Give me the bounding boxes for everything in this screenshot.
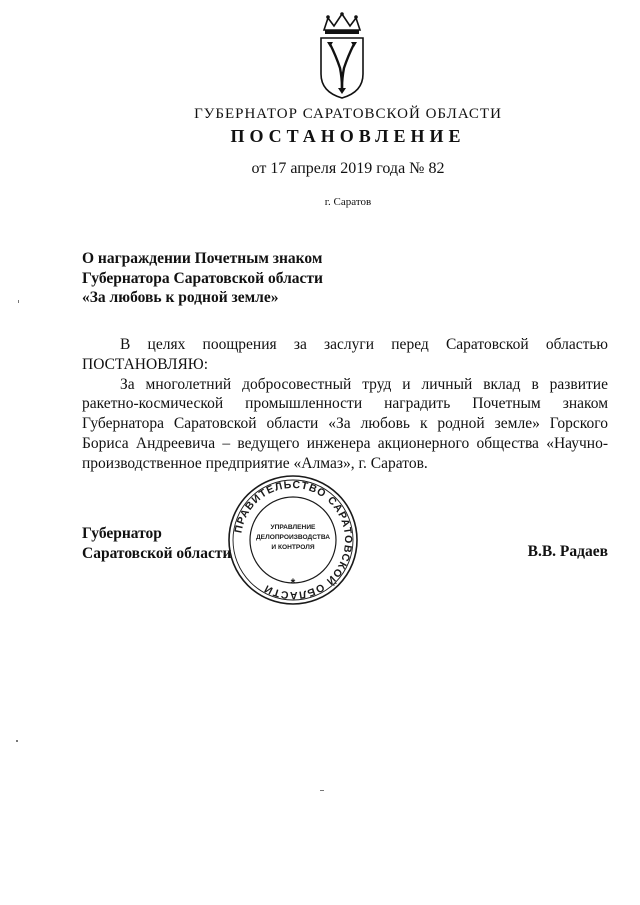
scan-mark [16,740,18,742]
signatory-title-line-1: Губернатор [82,525,162,542]
scan-mark [320,790,324,791]
body-intro: В целях поощрения за заслуги перед Саратовской областью [120,336,608,353]
stamp-center-line-1: УПРАВЛЕНИЕ [270,524,316,531]
subject-line-1: О награждении Почетным знаком [82,250,323,267]
issuing-authority: ГУБЕРНАТОР САРАТОВСКОЙ ОБЛАСТИ [194,106,502,122]
document-subject [82,249,442,308]
stamp-star: * [290,576,296,590]
official-stamp [226,473,360,607]
body-award: За многолетний добросовестный труд и личный вклад в развитие ракетно-космической промышленности наградить Почетным знаком Губернатора Саратовской области «За любовь к родной земле» Горского Бориса Андреевича – ведущего инженера акционерного общества «Научно-производственное предприятие «Алмаз», г. Саратов. [82,375,608,472]
scan-mark [18,300,19,303]
body-decree: ПОСТАНОВЛЯЮ: [82,355,209,373]
document-date-number: от 17 апреля 2019 года № 82 [251,160,445,177]
subject-line-3: «За любовь к родной земле» [82,289,279,306]
subject-line-2: Губернатора Саратовской области [82,269,323,287]
document-type-title: ПОСТАНОВЛЕНИЕ [230,126,466,146]
document-city: г. Саратов [324,196,372,208]
saratov-coat-of-arms-icon [316,12,368,100]
stamp-ring-text: ПРАВИТЕЛЬСТВО САРАТОВСКОЙ ОБЛАСТИ [232,478,355,602]
stamp-center-line-3: И КОНТРОЛЯ [271,544,315,551]
signatory-name: В.В. Радаев [527,543,608,560]
signatory-title-line-2: Саратовской области [82,545,232,562]
document-body [82,335,608,474]
stamp-center-line-2: ДЕЛОПРОИЗВОДСТВА [255,534,331,541]
